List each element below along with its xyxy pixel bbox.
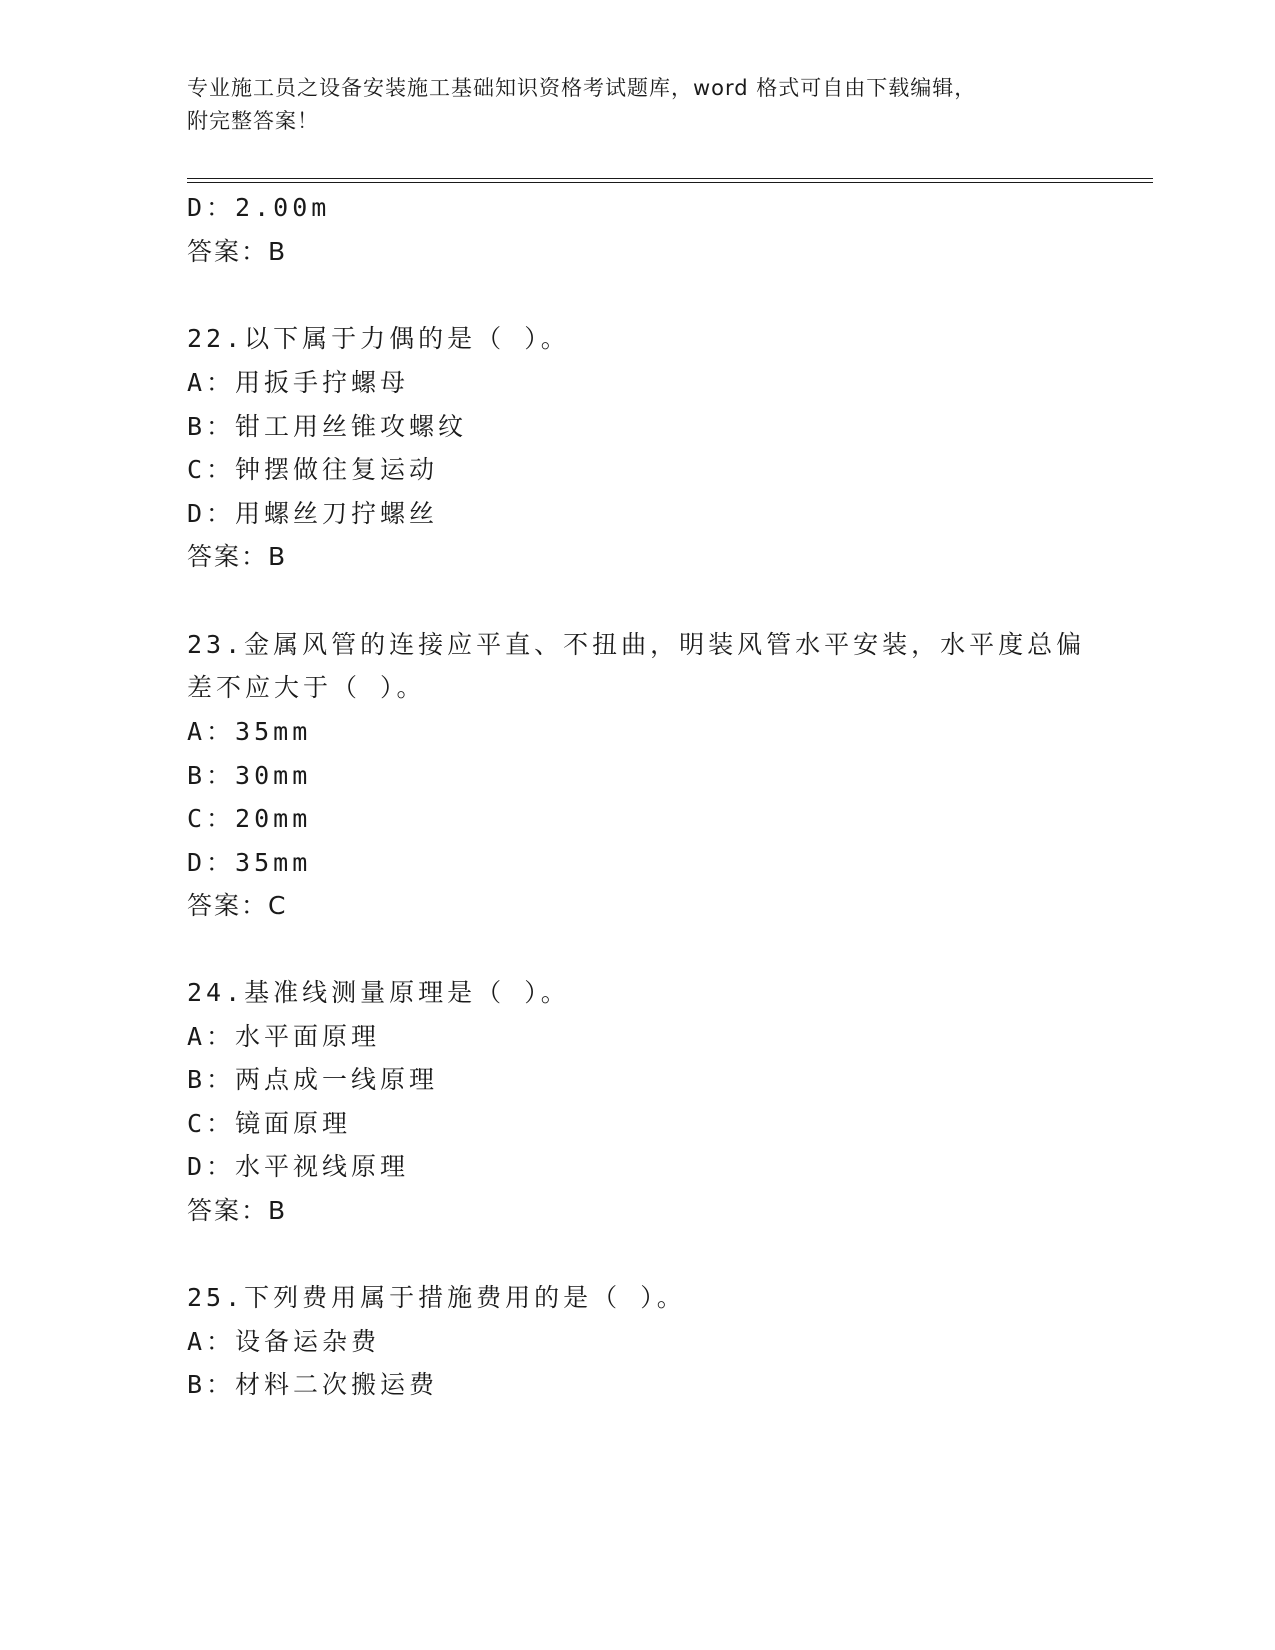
q24-option-c: C：镜面原理 [187, 1109, 352, 1138]
q24-option-b: B：两点成一线原理 [187, 1065, 439, 1094]
q24-option-a: A：水平面原理 [187, 1022, 381, 1051]
q21-option-d: D：2.00m [187, 193, 331, 222]
q23-option-d: D：35mm [187, 848, 312, 877]
header-line-1: 专业施工员之设备安装施工基础知识资格考试题库，word 格式可自由下载编辑， [187, 76, 977, 100]
q23-option-a: A：35mm [187, 717, 312, 746]
q23-option-b: B：30mm [187, 761, 312, 790]
q22-option-a: A：用扳手拧螺母 [187, 368, 410, 397]
q22-option-b: B：钳工用丝锥攻螺纹 [187, 412, 468, 441]
q22-option-d: D：用螺丝刀拧螺丝 [187, 499, 439, 528]
q23-question-line-1: 23.金属风管的连接应平直、不扭曲，明装风管水平安装，水平度总偏 [187, 630, 1086, 659]
q24-option-d: D：水平视线原理 [187, 1152, 410, 1181]
q22-option-c: C：钟摆做往复运动 [187, 455, 439, 484]
header-line-2: 附完整答案！ [187, 109, 319, 133]
q25-option-a: A：设备运杂费 [187, 1327, 381, 1356]
q25-option-b: B：材料二次搬运费 [187, 1370, 439, 1399]
header-divider-top [187, 178, 1153, 179]
q22-question: 22.以下属于力偶的是（ ）。 [187, 324, 570, 353]
q25-question: 25.下列费用属于措施费用的是（ ）。 [187, 1283, 686, 1312]
q24-question: 24.基准线测量原理是（ ）。 [187, 978, 570, 1007]
q23-question-line-2: 差不应大于（ ）。 [187, 673, 426, 702]
q23-option-c: C：20mm [187, 804, 312, 833]
header-divider-bottom [187, 182, 1153, 183]
document-header [187, 72, 1087, 138]
q22-answer: 答案：B [187, 542, 288, 571]
q23-answer: 答案：C [187, 891, 288, 920]
q24-answer: 答案：B [187, 1196, 288, 1225]
q21-answer: 答案：B [187, 237, 288, 266]
